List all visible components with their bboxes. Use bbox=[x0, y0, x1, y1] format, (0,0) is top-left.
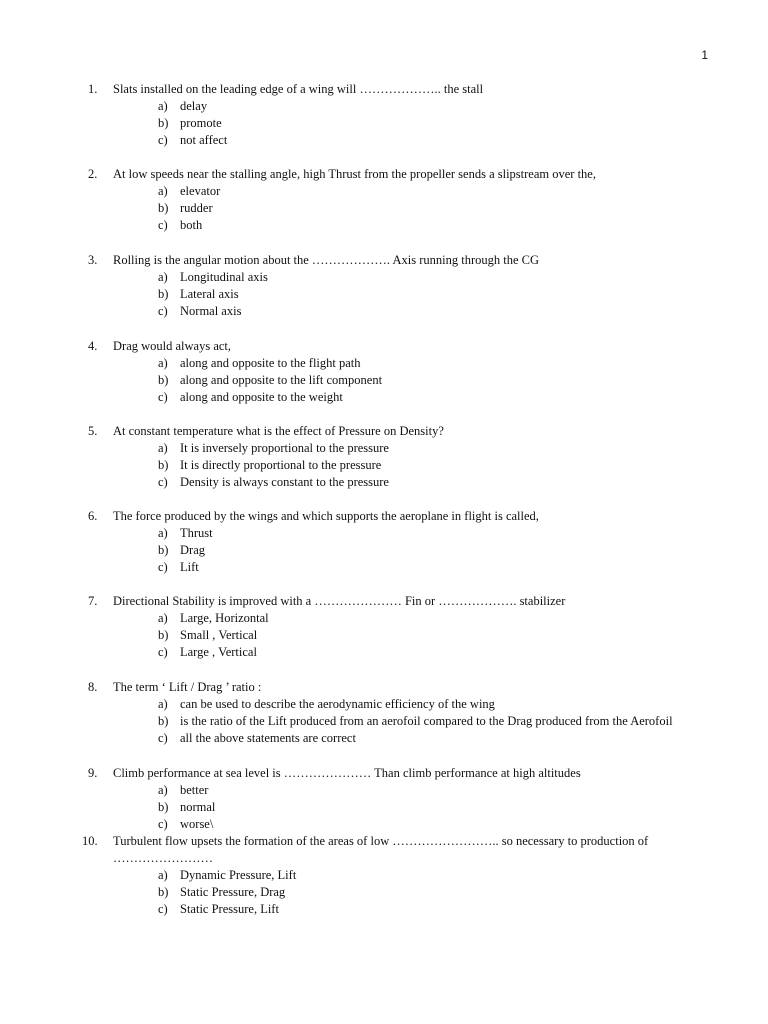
option-letter: a) bbox=[158, 99, 168, 113]
option-letter: b) bbox=[158, 287, 169, 301]
question-text: Slats installed on the leading edge of a wing will ……………….. the stall bbox=[113, 82, 484, 96]
option-letter: a) bbox=[158, 184, 168, 198]
question-number: 6. bbox=[88, 509, 98, 523]
option-c bbox=[158, 816, 213, 833]
option-a bbox=[158, 440, 389, 457]
option-text: worse\ bbox=[180, 817, 214, 831]
option-text: It is directly proportional to the pressure bbox=[180, 458, 382, 472]
option-text: Thrust bbox=[180, 526, 213, 540]
option-text: not affect bbox=[180, 133, 228, 147]
option-c bbox=[158, 474, 389, 491]
option-letter: a) bbox=[158, 783, 168, 797]
option-text: Density is always constant to the pressure bbox=[180, 475, 389, 489]
option-text: Static Pressure, Drag bbox=[180, 885, 286, 899]
option-text: both bbox=[180, 218, 203, 232]
option-b bbox=[158, 200, 213, 217]
option-text: along and opposite to the lift component bbox=[180, 373, 383, 387]
option-text: along and opposite to the flight path bbox=[180, 356, 361, 370]
option-letter: c) bbox=[158, 133, 168, 147]
option-text: Lateral axis bbox=[180, 287, 239, 301]
option-a bbox=[158, 696, 495, 713]
question-text: Climb performance at sea level is ………………… Than climb performance at high altitudes bbox=[113, 766, 581, 780]
option-text: Large, Horizontal bbox=[180, 611, 269, 625]
option-letter: b) bbox=[158, 116, 169, 130]
option-letter: a) bbox=[158, 270, 168, 284]
option-b bbox=[158, 372, 382, 389]
option-a bbox=[158, 867, 296, 884]
option-b bbox=[158, 115, 222, 132]
option-letter: b) bbox=[158, 373, 169, 387]
option-text: Longitudinal axis bbox=[180, 270, 268, 284]
question-number: 2. bbox=[88, 167, 98, 181]
question-number: 10. bbox=[82, 834, 98, 848]
question-text: Turbulent flow upsets the formation of the areas of low …………………….. so necessary to production of bbox=[113, 834, 649, 848]
option-letter: c) bbox=[158, 390, 168, 404]
option-c bbox=[158, 644, 257, 661]
option-text: is the ratio of the Lift produced from an aerofoil compared to the Drag produced from the Aerofoil bbox=[180, 714, 673, 728]
option-text: promote bbox=[180, 116, 222, 130]
option-letter: c) bbox=[158, 218, 168, 232]
option-a bbox=[158, 782, 208, 799]
option-b bbox=[158, 542, 205, 559]
question-text: At low speeds near the stalling angle, high Thrust from the propeller sends a slipstream over the, bbox=[113, 167, 596, 181]
option-letter: b) bbox=[158, 885, 169, 899]
option-text: Drag bbox=[180, 543, 205, 557]
option-letter: b) bbox=[158, 458, 169, 472]
option-b bbox=[158, 799, 215, 816]
page-number: 1 bbox=[701, 48, 708, 62]
option-letter: c) bbox=[158, 304, 168, 318]
option-b bbox=[158, 627, 257, 644]
option-letter: a) bbox=[158, 868, 168, 882]
question-number: 7. bbox=[88, 594, 98, 608]
option-text: rudder bbox=[180, 201, 213, 215]
option-letter: b) bbox=[158, 543, 169, 557]
question-number: 8. bbox=[88, 680, 98, 694]
question-text: The force produced by the wings and which supports the aeroplane in flight is called, bbox=[113, 509, 539, 523]
option-c bbox=[158, 901, 279, 918]
option-text: normal bbox=[180, 800, 216, 814]
option-c bbox=[158, 303, 241, 320]
question-number: 9. bbox=[88, 766, 98, 780]
option-letter: c) bbox=[158, 731, 168, 745]
option-text: delay bbox=[180, 99, 208, 113]
option-letter: c) bbox=[158, 817, 168, 831]
option-c bbox=[158, 730, 356, 747]
option-letter: a) bbox=[158, 356, 168, 370]
option-text: Large , Vertical bbox=[180, 645, 257, 659]
option-letter: a) bbox=[158, 526, 168, 540]
option-letter: c) bbox=[158, 902, 168, 916]
option-text: elevator bbox=[180, 184, 221, 198]
option-letter: c) bbox=[158, 645, 168, 659]
option-letter: a) bbox=[158, 697, 168, 711]
option-text: Small , Vertical bbox=[180, 628, 258, 642]
option-text: all the above statements are correct bbox=[180, 731, 356, 745]
option-text: Lift bbox=[180, 560, 199, 574]
option-a bbox=[158, 183, 220, 200]
option-c bbox=[158, 559, 199, 576]
question-number: 4. bbox=[88, 339, 98, 353]
option-letter: b) bbox=[158, 800, 169, 814]
option-a bbox=[158, 355, 361, 372]
question-number: 5. bbox=[88, 424, 98, 438]
option-a bbox=[158, 610, 269, 627]
option-letter: c) bbox=[158, 475, 168, 489]
option-a bbox=[158, 525, 213, 542]
option-text: better bbox=[180, 783, 209, 797]
option-letter: a) bbox=[158, 611, 168, 625]
option-text: Static Pressure, Lift bbox=[180, 902, 279, 916]
question-number: 1. bbox=[88, 82, 98, 96]
option-letter: c) bbox=[158, 560, 168, 574]
option-text: Dynamic Pressure, Lift bbox=[180, 868, 297, 882]
option-a bbox=[158, 269, 268, 286]
option-letter: b) bbox=[158, 628, 169, 642]
question-number: 3. bbox=[88, 253, 98, 267]
option-b bbox=[158, 884, 285, 901]
option-a bbox=[158, 98, 207, 115]
option-b bbox=[158, 457, 381, 474]
question-text: Rolling is the angular motion about the ………………. Axis running through the CG bbox=[113, 253, 540, 267]
option-c bbox=[158, 217, 202, 234]
option-c bbox=[158, 132, 227, 149]
question-text: Directional Stability is improved with a ………………… Fin or ………………. stabilizer bbox=[113, 594, 566, 608]
question-text: At constant temperature what is the effect of Pressure on Density? bbox=[113, 424, 444, 438]
option-b bbox=[158, 713, 673, 730]
option-text: can be used to describe the aerodynamic efficiency of the wing bbox=[180, 697, 495, 711]
question-text-continuation: …………………… bbox=[113, 851, 213, 865]
option-letter: b) bbox=[158, 714, 169, 728]
option-text: along and opposite to the weight bbox=[180, 390, 343, 404]
option-c bbox=[158, 389, 343, 406]
option-letter: a) bbox=[158, 441, 168, 455]
option-letter: b) bbox=[158, 201, 169, 215]
option-text: It is inversely proportional to the pressure bbox=[180, 441, 389, 455]
question-text: The term ‘ Lift / Drag ’ ratio : bbox=[113, 680, 262, 694]
option-b bbox=[158, 286, 239, 303]
question-text: Drag would always act, bbox=[113, 339, 232, 353]
option-text: Normal axis bbox=[180, 304, 242, 318]
